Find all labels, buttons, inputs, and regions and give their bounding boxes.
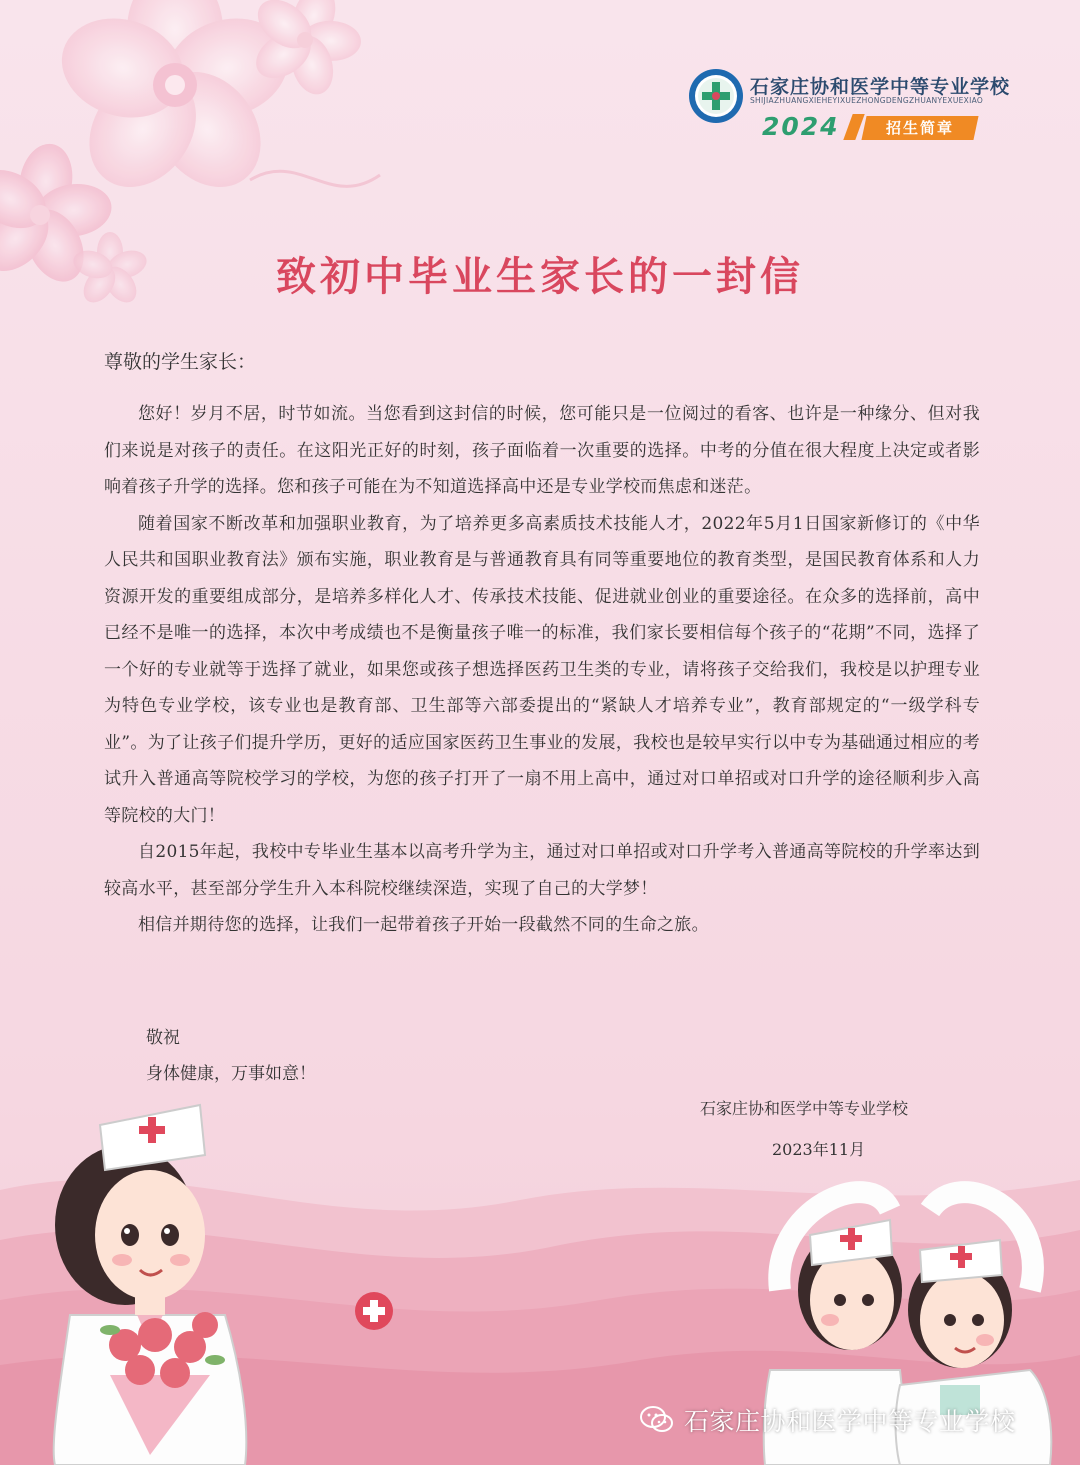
watermark-text: 石家庄协和医学中等专业学校: [684, 1407, 1016, 1436]
closing-greeting: 敬祝: [146, 1028, 180, 1048]
letter-paragraph: 随着国家不断改革和加强职业教育，为了培养更多高素质技术技能人才，2022年5月1日国家新修订的《中华人民共和国职业教育法》颁布实施，职业教育是与普通教育具有同等重要地位的教育类型，是国民教育体系和人力资源开发的重要组成部分，是培养多样化人才、传承技术技能、促进就业创业的重要途径。在众多的选择前，高中已经不是唯一的选择，本次中考成绩也不是衡量孩子唯一的标准，我们家长要相信每个孩子的“花期”不同，选择了一个好的专业就等于选择了就业，如果您或孩子想选择医药卫生类的专业，请将孩子交给我们，我校是以护理专业为特色专业学校，该专业也是教育部、卫生部等六部委提出的“紧缺人才培养专业”，教育部规定的“一级学科专业”。为了让孩子们提升学历，更好的适应国家医药卫生事业的发展，我校也是较早实行以中专为基础通过相应的考试升入普通高等院校学习的学校，为您的孩子打开了一扇不用上高中，通过对口单招或对口升学的途径顺利步入高等院校的大门！: [104, 513, 980, 826]
letter-title: 致初中毕业生家长的一封信: [276, 253, 804, 300]
signature-school: 石家庄协和医学中等专业学校: [700, 1099, 909, 1118]
wechat-watermark: [640, 1400, 1016, 1440]
brochure-year: 2024: [762, 112, 840, 141]
wechat-icon: [640, 1405, 674, 1435]
school-pinyin: SHIJIAZHUANGXIEHEYIXUEZHONGDENGZHUANYEXUEXIAO: [750, 96, 984, 105]
nurse-with-bouquet-illustration: [30, 1085, 270, 1465]
letter-paragraph: 自2015年起，我校中专毕业生基本以高考升学为主，通过对口单招或对口升学考入普通高等院校的升学率达到较高水平，甚至部分学生升入本科院校继续深造，实现了自己的大学梦！: [104, 842, 980, 899]
closing-wish: 身体健康，万事如意！: [146, 1064, 316, 1084]
signature-date: 2023年11月: [772, 1140, 866, 1159]
letter-paragraph: 相信并期待您的选择，让我们一起带着孩子开始一段截然不同的生命之旅。: [138, 915, 709, 935]
letter-paragraph: 您好！岁月不居，时节如流。当您看到这封信的时候，您可能只是一位阅过的看客、也许是一种缘分、但对我们来说是对孩子的责任。在这阳光正好的时刻，孩子面临着一次重要的选择。中考的分值在很大程度上决定或者影响着孩子升学的选择。您和孩子可能在为不知道选择高中还是专业学校而焦虑和迷茫。: [104, 404, 980, 497]
school-logo-block: [688, 62, 1011, 152]
medical-cross-icon: [354, 1291, 394, 1331]
tag-label: 招生简章: [885, 119, 954, 137]
school-seal-icon: [688, 68, 744, 124]
letter-greeting: 尊敬的学生家长：: [104, 351, 257, 373]
letter-body: [104, 396, 980, 944]
admission-brochure-tag: [861, 116, 978, 140]
school-name: 石家庄协和医学中等专业学校: [750, 76, 1011, 98]
